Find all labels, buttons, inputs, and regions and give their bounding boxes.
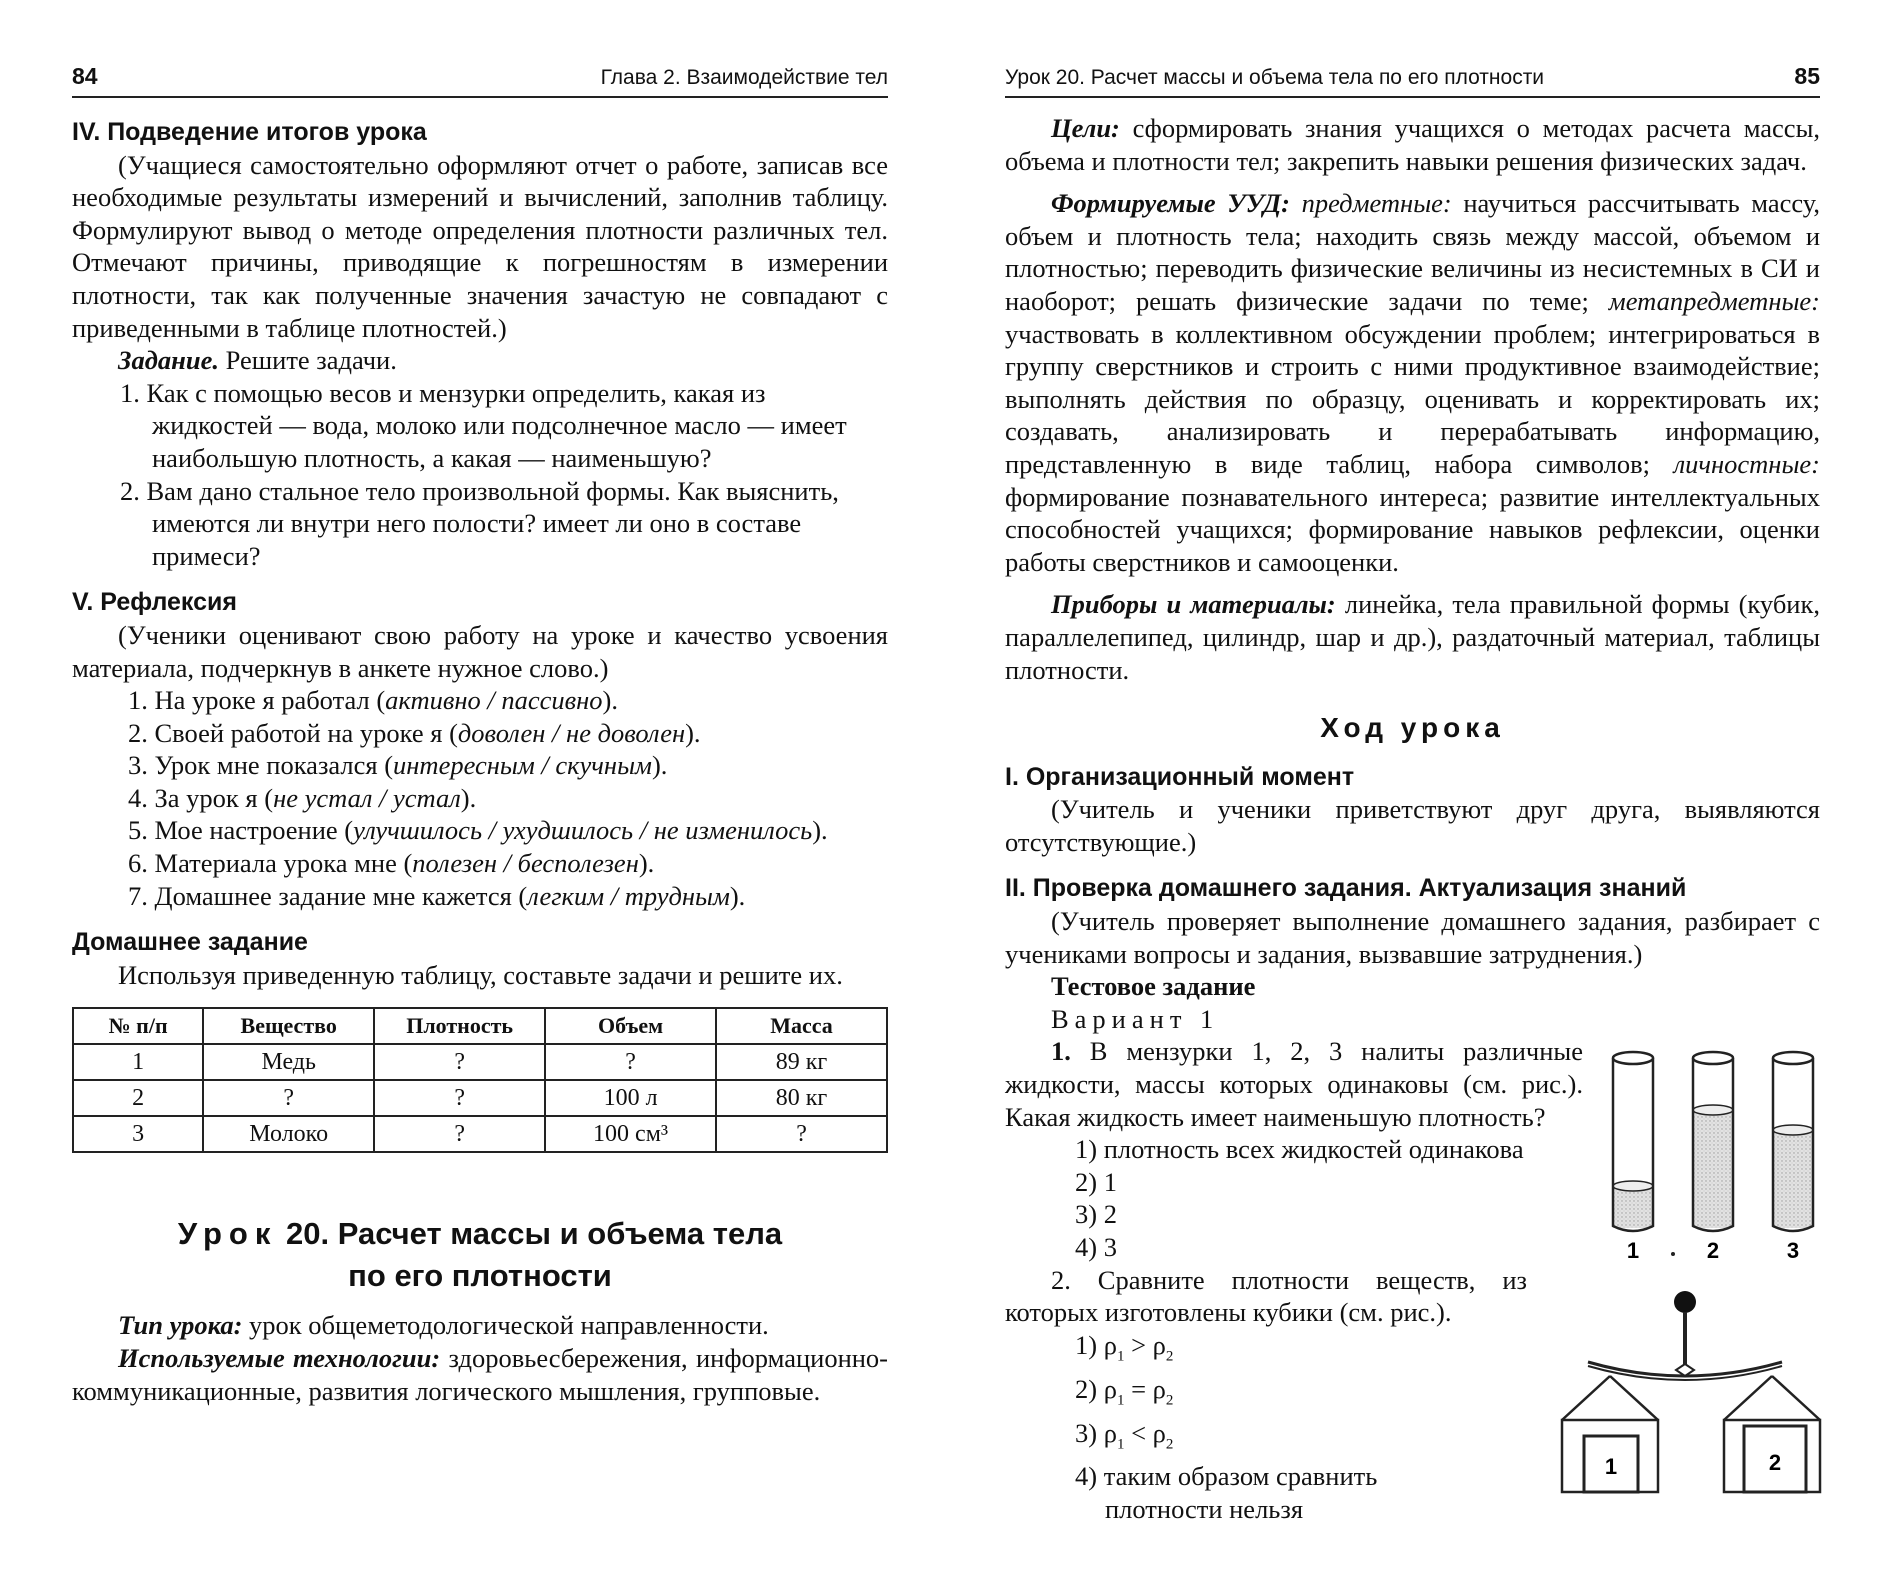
table-header: № п/п bbox=[73, 1008, 203, 1044]
table-header: Плотность bbox=[374, 1008, 545, 1044]
right-pan bbox=[1724, 1376, 1820, 1492]
lesson-word: Урок bbox=[177, 1216, 278, 1252]
uud-personal-label: личностные: bbox=[1650, 448, 1820, 479]
lesson-type-label: Тип урока: bbox=[118, 1310, 243, 1341]
materials-text: линейка, тела правильной формы (кубик, параллелепипед, цилиндр, шар и др.), раздаточный материал, таблицы плотности. bbox=[1005, 589, 1820, 685]
reflection-item: 3. Урок мне показался (интересным / скучным). bbox=[128, 750, 668, 781]
uud-subject-text: научиться рассчитывать массу, объем и плотность тела; находить связь между массой, объемом и плотностью; переводить физические величины из несистемных в СИ и наоборот; решать физические задачи по теме; bbox=[1005, 188, 1820, 316]
beaker-label: 2 bbox=[1706, 1238, 1720, 1260]
lesson-type bbox=[72, 1309, 888, 1342]
lesson-type-text: урок общеметодологической направленности. bbox=[242, 1310, 769, 1341]
balance-scale-figure bbox=[1560, 1290, 1822, 1500]
beaker-label: 1 bbox=[1626, 1238, 1640, 1260]
table-cell: ? bbox=[545, 1044, 716, 1080]
table-row bbox=[73, 1080, 887, 1116]
uud bbox=[1005, 187, 1820, 578]
scale-knob bbox=[1674, 1291, 1696, 1313]
answer-option: 3) $\rho_1 < \rho_2$ bbox=[1075, 1417, 1174, 1452]
table-cell: 3 bbox=[73, 1116, 203, 1152]
reflection-item: 7. Домашнее задание мне кажется (легким / трудным). bbox=[128, 880, 746, 911]
table-cell: ? bbox=[374, 1044, 545, 1080]
answer-option: 1) плотность всех жидкостей одинакова bbox=[1075, 1134, 1524, 1165]
technologies-label: Используемые технологии: bbox=[118, 1343, 441, 1374]
answer-option-continued: плотности нельзя bbox=[1105, 1494, 1304, 1525]
table-cell: Молоко bbox=[203, 1116, 374, 1152]
lesson-technologies bbox=[72, 1342, 888, 1407]
section-5-heading: V. Рефлексия bbox=[72, 588, 237, 617]
reflection-item: 6. Материала урока мне (полезен / бесполезен). bbox=[128, 848, 655, 879]
cube-label: 1 bbox=[1604, 1454, 1618, 1479]
left-running-header bbox=[72, 56, 888, 98]
table-header: Вещество bbox=[203, 1008, 374, 1044]
table-cell: ? bbox=[203, 1080, 374, 1116]
goals-text: сформировать знания учащихся о методах расчета массы, объема и плотности тел; закрепить навыки решения физических задач. bbox=[1005, 113, 1820, 176]
table-row bbox=[73, 1044, 887, 1080]
section-4-heading: IV. Подведение итогов урока bbox=[72, 118, 427, 146]
goals-label: Цели: bbox=[1051, 113, 1120, 143]
question-1-text: В мензурки 1, 2, 3 налиты различные жидкости, массы которых одинаковы (см. рис.). Какая жидкость имеет наименьшую плотность? bbox=[1005, 1036, 1583, 1132]
beaker-3 bbox=[1773, 1052, 1813, 1231]
table-header: Объем bbox=[545, 1008, 716, 1044]
materials bbox=[1005, 588, 1820, 686]
goals bbox=[1005, 112, 1820, 177]
homework-heading: Домашнее задание bbox=[72, 928, 308, 957]
question-2-text: 2. Сравните плотности веществ, из которых изготовлены кубики (см. рис.). bbox=[1005, 1264, 1527, 1328]
reflection-item: 5. Мое настроение (улучшилось / ухудшилось / не изменилось). bbox=[128, 815, 828, 846]
beakers-figure bbox=[1605, 1048, 1820, 1260]
table-cell: ? bbox=[716, 1116, 887, 1152]
beaker-label: 3 bbox=[1786, 1238, 1800, 1260]
uud-subject-label: предметные: bbox=[1290, 188, 1452, 219]
course-heading: Ход урока bbox=[1320, 712, 1505, 744]
section-4-text: (Учащиеся самостоятельно оформляют отчет о работе, записав все необходимые результаты измерений и вычислений, заполнив таблицу. Формулируют вывод о методе определения плотности различных тел. Отмечают причины, приводящие к погрешностям в измерении плотности, так как полученные значения зачастую не совпадают с приведенными в таблице плотностей.) bbox=[72, 149, 888, 343]
left-page bbox=[72, 0, 888, 1573]
homework-text: Используя приведенную таблицу, составьте задачи и решите их. bbox=[118, 959, 843, 990]
uud-meta-text: участвовать в коллективном обсуждении проблем; интегрироваться в группу сверстников и строить с ними продуктивное взаимодействие; выполнять действия по образцу, оценивать и корректировать их; создавать, анализировать и перерабатывать информацию, представленную в виде таблиц, набора символов; bbox=[1005, 318, 1820, 479]
uud-label: Формируемые УУД: bbox=[1051, 188, 1290, 219]
answer-option: 3) 2 bbox=[1075, 1199, 1117, 1230]
table-cell: 100 см³ bbox=[545, 1116, 716, 1152]
left-pan bbox=[1562, 1376, 1658, 1492]
task-item-1: 1. Как с помощью весов и мензурки определить, какая из жидкостей — вода, молоко или подсолнечное масло — имеет наибольшую плотность, а какая — наименьшую? bbox=[120, 377, 847, 473]
task-label: Задание. bbox=[118, 345, 219, 376]
lesson-20-title bbox=[72, 1213, 888, 1297]
answer-option: 2) $\rho_1 = \rho_2$ bbox=[1075, 1373, 1174, 1408]
reflection-item: 1. На уроке я работал (активно / пассивно). bbox=[128, 685, 618, 716]
right-page-number: 85 bbox=[1794, 63, 1820, 89]
section-1-heading: I. Организационный момент bbox=[1005, 762, 1355, 791]
technologies-text: здоровьесбережения, информационно-коммуникационные, развития логического мышления, групповые. bbox=[72, 1343, 889, 1406]
density-table bbox=[72, 1007, 888, 1153]
table-cell: 80 кг bbox=[716, 1080, 887, 1116]
question-2-block bbox=[1005, 1264, 1527, 1526]
lesson-title-line-1: 20. Расчет массы и объема тела bbox=[286, 1216, 783, 1252]
answer-option: 2) 1 bbox=[1075, 1166, 1117, 1197]
question-1-number: 1. bbox=[1051, 1036, 1071, 1067]
answer-option: 4) таким образом сравнить bbox=[1075, 1461, 1378, 1492]
table-cell: 1 bbox=[73, 1044, 203, 1080]
beaker-2 bbox=[1693, 1052, 1733, 1231]
task-item-2: 2. Вам дано стальное тело произвольной формы. Как выяснить, имеются ли внутри него полости? имеет ли оно в составе примеси? bbox=[120, 475, 839, 571]
left-page-number: 84 bbox=[72, 63, 98, 89]
right-running-head: Урок 20. Расчет массы и объема тела по его плотности bbox=[1005, 66, 1545, 89]
test-heading: Тестовое задание bbox=[1051, 971, 1256, 1002]
cube-label: 2 bbox=[1768, 1450, 1782, 1475]
table-cell: Медь bbox=[203, 1044, 374, 1080]
right-running-header bbox=[1005, 56, 1820, 98]
answer-option: 1) $\rho_1 > \rho_2$ bbox=[1075, 1329, 1174, 1365]
uud-meta-label: метапредметные: bbox=[1588, 285, 1820, 316]
question-1 bbox=[1005, 1035, 1583, 1133]
left-page-body bbox=[72, 112, 888, 1407]
table-cell: 89 кг bbox=[716, 1044, 887, 1080]
right-page bbox=[1005, 0, 1820, 1573]
section-2-heading: II. Проверка домашнего задания. Актуализация знаний bbox=[1005, 874, 1687, 903]
materials-label: Приборы и материалы: bbox=[1051, 589, 1336, 620]
uud-personal-text: формирование познавательного интереса; развитие интеллектуальных способностей учащихся; формирование навыков рефлексии, оценки работы сверстников и самооценки. bbox=[1005, 481, 1820, 577]
task-intro bbox=[72, 344, 888, 377]
section-2-text: (Учитель проверяет выполнение домашнего задания, разбирает с учениками вопросы и задания, вызвавшие затруднения.) bbox=[1005, 906, 1820, 969]
beaker-1 bbox=[1613, 1052, 1653, 1231]
table-header: Масса bbox=[716, 1008, 887, 1044]
table-cell: ? bbox=[374, 1116, 545, 1152]
table-cell: ? bbox=[374, 1080, 545, 1116]
table-row bbox=[73, 1116, 887, 1152]
table-header-row bbox=[73, 1008, 887, 1044]
reflection-item: 4. За урок я (не устал / устал). bbox=[128, 782, 477, 813]
table-cell: 2 bbox=[73, 1080, 203, 1116]
table-cell: 100 л bbox=[545, 1080, 716, 1116]
left-running-head: Глава 2. Взаимодействие тел bbox=[600, 66, 888, 89]
answer-option: 4) 3 bbox=[1075, 1232, 1117, 1262]
section-5-text: (Ученики оценивают свою работу на уроке и качество усвоения материала, подчеркнув в анкете нужное слово.) bbox=[72, 619, 888, 683]
reflection-item: 2. Своей работой на уроке я (доволен / не доволен). bbox=[128, 717, 701, 748]
section-1-text: (Учитель и ученики приветствуют друг друга, выявляются отсутствующие.) bbox=[1005, 794, 1820, 857]
lesson-title-line-2: по его плотности bbox=[348, 1258, 612, 1294]
variant-label: Вариант 1 bbox=[1051, 1003, 1220, 1034]
task-text: Решите задачи. bbox=[218, 345, 397, 376]
question-1-block bbox=[1005, 1035, 1583, 1263]
